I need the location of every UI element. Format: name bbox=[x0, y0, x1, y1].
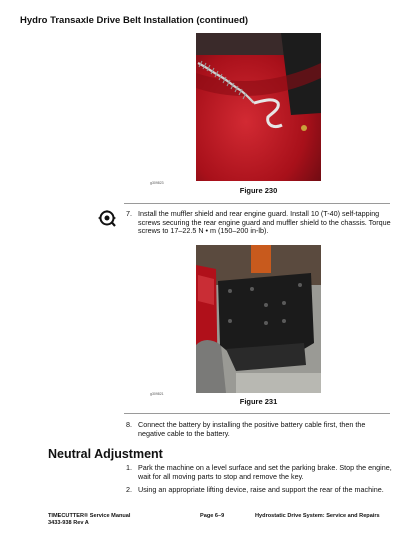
section-step-2-number: 2. bbox=[126, 485, 132, 494]
footer-left bbox=[48, 513, 130, 527]
figure-231-caption: Figure 231 bbox=[239, 397, 278, 406]
section-step-1 bbox=[126, 464, 394, 484]
figure-230-photo bbox=[196, 33, 321, 181]
separator-rule bbox=[124, 203, 390, 204]
section-step-2-text: Using an appropriate lifting device, raise and support the rear of the machine. bbox=[138, 485, 384, 494]
step-8 bbox=[126, 421, 394, 441]
step-7 bbox=[126, 210, 394, 242]
step-8-text: Connect the battery by installing the positive battery cable first, then the negative cable to the battery. bbox=[138, 420, 366, 438]
section-step-1-number: 1. bbox=[126, 463, 132, 472]
footer-page-number: Page 6–9 bbox=[200, 513, 225, 519]
figure-230-graphic-id: g309823 bbox=[150, 181, 164, 185]
step-8-number: 8. bbox=[126, 420, 132, 429]
figure-230-caption: Figure 230 bbox=[239, 186, 278, 195]
section-step-2 bbox=[126, 486, 394, 496]
figure-231-graphic-id: g309821 bbox=[150, 392, 164, 396]
step-7-text: Install the muffler shield and rear engine guard. Install 10 (T-40) self-tapping screws securing the rear engine guard and muffler shield to the chassis. Torque screws to 17–22.5 N • m (150–200 in-lb). bbox=[138, 209, 391, 236]
separator-rule bbox=[124, 413, 390, 414]
section-title: Neutral Adjustment bbox=[48, 447, 163, 461]
figure-231-photo bbox=[196, 245, 321, 393]
footer-manual-title: TIMECUTTER® Service Manual bbox=[48, 513, 131, 519]
torque-wrench-icon bbox=[96, 209, 118, 227]
step-7-number: 7. bbox=[126, 209, 132, 218]
footer-part-number: 3433-938 Rev A bbox=[48, 520, 89, 526]
footer-chapter: Hydrostatic Drive System: Service and Repairs bbox=[255, 513, 380, 519]
section-step-1-text: Park the machine on a level surface and set the parking brake. Stop the engine, wait for all moving parts to stop and remove the key. bbox=[138, 463, 392, 481]
page-header: Hydro Transaxle Drive Belt Installation (continued) bbox=[20, 15, 249, 26]
